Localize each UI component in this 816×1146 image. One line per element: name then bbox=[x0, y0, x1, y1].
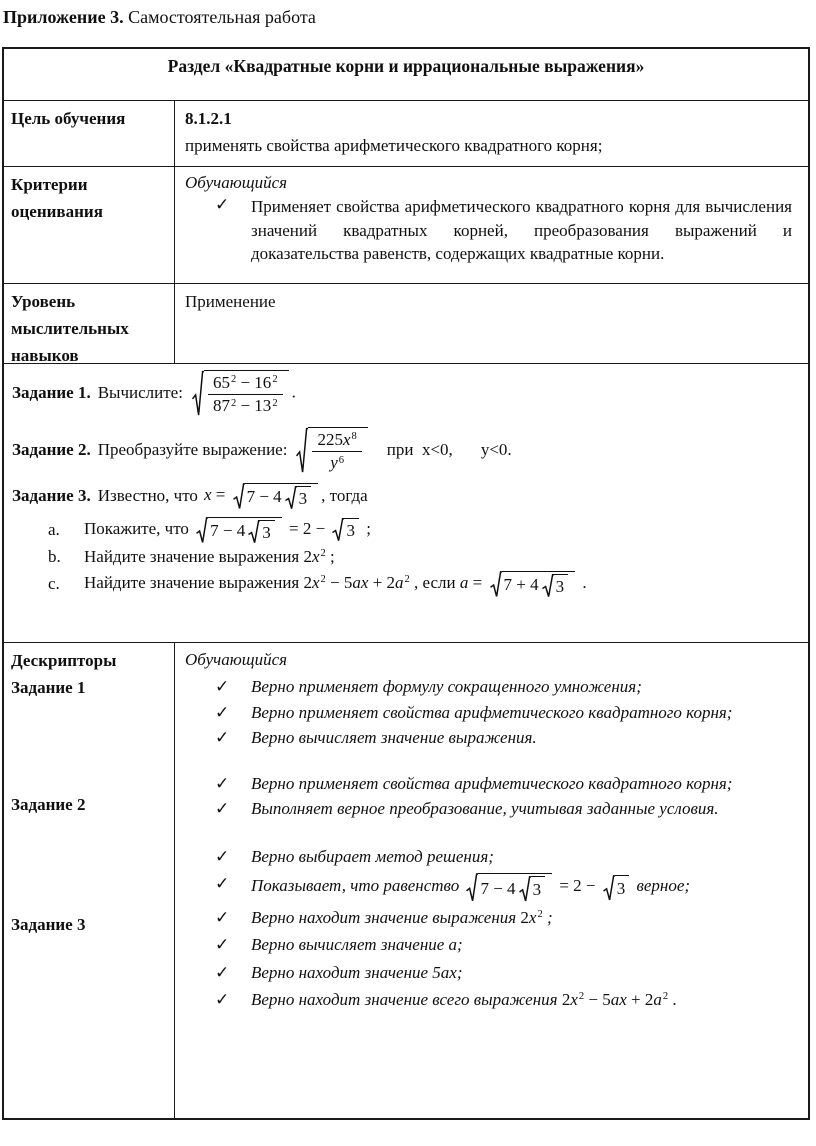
math-italic-text: x bbox=[342, 429, 351, 449]
math-italic-text: Верно вычисляет значение выражения. bbox=[251, 728, 537, 747]
radical-sign-icon bbox=[490, 571, 502, 598]
math-text: − 16 bbox=[236, 373, 272, 392]
thinking-level-label bbox=[4, 284, 175, 363]
math-text: 7 − 4 bbox=[480, 878, 516, 898]
task-2-formula bbox=[293, 426, 370, 475]
math-italic-text: a bbox=[395, 572, 404, 592]
math-text: 65 bbox=[212, 373, 230, 392]
math-text: − 5 bbox=[584, 990, 611, 1009]
title-subtitle: Самостоятельная работа bbox=[123, 7, 316, 27]
radical-sign-icon bbox=[296, 427, 308, 475]
math-text: 7 − 4 bbox=[210, 521, 246, 541]
list-item bbox=[215, 726, 792, 751]
criteria-label bbox=[4, 167, 175, 283]
descriptors-task-1-label: Задание 1 bbox=[11, 678, 86, 697]
fraction-denominator bbox=[312, 451, 361, 474]
sqrt-expression bbox=[296, 427, 367, 475]
descriptors-task-3-label: Задание 3 bbox=[11, 915, 86, 934]
radicand bbox=[208, 517, 282, 544]
task-1-label: Задание 1. bbox=[12, 383, 91, 403]
math-italic-text: верное; bbox=[632, 876, 691, 896]
fraction bbox=[310, 429, 363, 475]
exponent: 2 bbox=[320, 547, 326, 559]
checkmark-icon: ✓ bbox=[215, 907, 230, 927]
math-italic-text: a bbox=[653, 990, 662, 1009]
math-text: Найдите значение выражения 2 bbox=[84, 546, 312, 566]
checkmark-icon: ✓ bbox=[215, 773, 230, 793]
descriptors-row bbox=[4, 643, 808, 1118]
radical-sign-icon bbox=[248, 520, 260, 544]
math-italic-text: Верно применяет формулу сокращенного умножения; bbox=[251, 677, 642, 696]
thinking-level-cell bbox=[175, 284, 808, 363]
math-italic-text: Верно выбирает метод решения; bbox=[251, 846, 494, 866]
math-text: . bbox=[291, 382, 296, 402]
math-text: Найдите значение выражения 2 bbox=[84, 572, 312, 592]
assessment-table bbox=[2, 47, 810, 1120]
descriptor-item bbox=[251, 845, 792, 870]
learning-goal-row bbox=[4, 101, 808, 167]
math-italic-text: Верно находит значение всего выражения bbox=[251, 990, 562, 1009]
criteria-item-text: Применяет свойства арифметического квадратного корня для вычисления значений квадратных корней, преобразования выражений и доказательства равенств, содержащих квадратные корни. bbox=[251, 197, 792, 263]
sqrt-expression bbox=[285, 486, 312, 510]
tasks-row bbox=[4, 364, 808, 643]
learning-goal-cell bbox=[175, 101, 808, 166]
radicand bbox=[204, 370, 289, 418]
fraction-numerator bbox=[208, 372, 283, 394]
checkmark-icon: ✓ bbox=[215, 677, 230, 696]
math-text: 87 bbox=[212, 396, 230, 416]
math-text: = 2 − bbox=[555, 876, 600, 896]
radical-sign-icon bbox=[332, 518, 344, 542]
list-item bbox=[215, 195, 792, 266]
math-text: . bbox=[578, 572, 587, 592]
criteria-cell bbox=[175, 167, 808, 283]
math-italic-text: Верно вычисляет значение a; bbox=[251, 935, 463, 954]
subtask-a-key: a. bbox=[48, 519, 60, 539]
subtask-c bbox=[48, 570, 794, 598]
level-value: Применение bbox=[185, 292, 276, 311]
list-item bbox=[215, 675, 792, 700]
math-text: 2 bbox=[520, 907, 529, 927]
math-italic-text: ax bbox=[610, 990, 627, 1009]
radicand bbox=[245, 483, 319, 510]
task-3-formula bbox=[204, 482, 321, 510]
descriptors-task-2-label: Задание 2 bbox=[11, 795, 86, 814]
math-text: 7 + 4 bbox=[503, 575, 539, 595]
radicand bbox=[297, 486, 312, 510]
page-title bbox=[3, 7, 316, 28]
goal-text: применять свойства арифметического квадратного корня; bbox=[185, 136, 603, 155]
checkmark-icon: ✓ bbox=[215, 874, 230, 893]
radical-sign-icon bbox=[519, 876, 531, 903]
descriptors-label: Дескрипторы bbox=[11, 651, 117, 670]
radicand bbox=[615, 875, 630, 902]
math-text: = bbox=[211, 484, 230, 504]
descriptor-group-task-2 bbox=[185, 772, 792, 822]
math-italic-text: x bbox=[203, 484, 212, 504]
radical-sign-icon bbox=[233, 483, 245, 510]
criteria-label-line2: оценивания bbox=[11, 202, 103, 221]
math-text: = bbox=[468, 572, 487, 592]
descriptor-item bbox=[251, 872, 792, 903]
math-text: Покажите, что bbox=[84, 518, 194, 538]
subtask-c-key: c. bbox=[48, 573, 60, 593]
checkmark-icon: ✓ bbox=[215, 846, 230, 866]
math-italic-text: y bbox=[330, 453, 338, 473]
exponent: 2 bbox=[404, 573, 410, 585]
exponent: 6 bbox=[338, 454, 345, 466]
fraction-denominator bbox=[208, 394, 283, 417]
math-italic-text: ; bbox=[542, 907, 553, 927]
radical-sign-icon bbox=[466, 873, 478, 903]
task-3-prompt: Известно, что bbox=[97, 485, 198, 505]
math-italic-text: a bbox=[459, 572, 469, 592]
math-italic-text: Выполняет верное преобразование, учитывая заданные условия. bbox=[251, 799, 719, 818]
subtask-b-key: b. bbox=[48, 546, 61, 566]
list-item bbox=[215, 845, 792, 870]
math-italic-text: Верно находит значение выражения bbox=[251, 907, 521, 927]
subtask-a bbox=[48, 516, 794, 544]
sqrt-expression bbox=[233, 483, 319, 510]
math-text: 3 bbox=[346, 521, 355, 541]
criteria-row bbox=[4, 167, 808, 284]
descriptors-cell bbox=[175, 643, 808, 1118]
level-label-line3: навыков bbox=[11, 346, 79, 365]
exponent: 2 bbox=[662, 991, 669, 1003]
subtask-c-text bbox=[84, 570, 587, 598]
math-italic-text: x bbox=[311, 546, 320, 566]
math-italic-text: Верно применяет свойства арифметического квадратного корня; bbox=[251, 702, 733, 722]
task-2-condition-y: y<0. bbox=[480, 440, 512, 460]
list-item bbox=[215, 872, 792, 903]
math-text: 3 bbox=[532, 880, 542, 899]
radicand bbox=[554, 574, 569, 598]
task-2-prompt: Преобразуйте выражение: bbox=[97, 440, 288, 460]
math-text: 3 bbox=[298, 488, 308, 508]
task-1-formula bbox=[189, 369, 296, 418]
math-italic-text: x bbox=[570, 990, 578, 1009]
radicand bbox=[478, 873, 552, 903]
descriptor-item bbox=[251, 675, 792, 700]
math-italic-text: ax bbox=[352, 572, 369, 592]
radical-sign-icon bbox=[285, 486, 297, 510]
math-text: 7 − 4 bbox=[246, 487, 282, 507]
exponent: 2 bbox=[230, 397, 237, 409]
task-3-suffix: , тогда bbox=[321, 485, 368, 505]
descriptor-group-task-3 bbox=[185, 845, 792, 1013]
criteria-student-label: Обучающийся bbox=[185, 173, 288, 192]
criteria-list bbox=[185, 195, 792, 266]
exponent: 2 bbox=[578, 991, 585, 1003]
descriptor-item bbox=[251, 961, 792, 986]
descriptor-item bbox=[251, 933, 792, 958]
learning-goal-label: Цель обучения bbox=[4, 101, 175, 166]
radicand bbox=[502, 571, 576, 598]
checkmark-icon: ✓ bbox=[215, 702, 230, 722]
sqrt-expression bbox=[332, 518, 359, 542]
math-text: − 5 bbox=[325, 572, 353, 592]
radicand bbox=[308, 427, 367, 475]
fraction bbox=[206, 372, 285, 418]
descriptor-item bbox=[251, 772, 792, 797]
radical-sign-icon bbox=[542, 574, 554, 598]
list-item bbox=[215, 988, 792, 1013]
checkmark-icon: ✓ bbox=[215, 799, 230, 818]
descriptor-item bbox=[251, 797, 792, 822]
math-text: 225 bbox=[317, 429, 343, 449]
sqrt-expression bbox=[466, 873, 552, 903]
list-item bbox=[215, 933, 792, 958]
math-text: 3 bbox=[262, 522, 271, 542]
math-text: = 2 − bbox=[284, 518, 330, 538]
checkmark-icon: ✓ bbox=[215, 195, 230, 214]
descriptors-student-label: Обучающийся bbox=[185, 650, 288, 669]
exponent: 8 bbox=[351, 431, 357, 443]
checkmark-icon: ✓ bbox=[215, 728, 230, 747]
math-text: 3 bbox=[555, 576, 565, 596]
level-label-line1: Уровень bbox=[11, 292, 76, 311]
math-text: − 13 bbox=[236, 396, 272, 416]
list-item bbox=[215, 961, 792, 986]
task-1 bbox=[12, 369, 794, 418]
tasks-cell bbox=[4, 364, 808, 642]
task-2-condition-x: при x<0, bbox=[386, 440, 453, 460]
radical-sign-icon bbox=[196, 517, 208, 544]
exponent: 2 bbox=[320, 573, 326, 585]
math-text: 3 bbox=[616, 878, 626, 898]
sqrt-expression bbox=[490, 571, 576, 598]
math-italic-text: x bbox=[311, 572, 320, 592]
task-3 bbox=[12, 482, 794, 510]
goal-code: 8.1.2.1 bbox=[185, 109, 232, 128]
descriptors-label-cell bbox=[4, 643, 175, 1118]
math-text: ; bbox=[325, 546, 335, 566]
fraction-numerator bbox=[312, 429, 361, 451]
exponent: 2 bbox=[230, 374, 237, 386]
radicand bbox=[260, 520, 275, 544]
sqrt-expression bbox=[192, 370, 289, 418]
section-header-row bbox=[4, 49, 808, 101]
title-appendix-label: Приложение 3. bbox=[3, 7, 124, 27]
exponent: 2 bbox=[537, 908, 543, 920]
task-2-label: Задание 2. bbox=[12, 440, 91, 460]
math-text: 2 bbox=[561, 990, 571, 1009]
radical-sign-icon bbox=[192, 370, 204, 418]
radicand bbox=[344, 518, 359, 542]
sqrt-expression bbox=[248, 520, 275, 544]
math-italic-text: Показывает, что равенство bbox=[251, 876, 464, 896]
subtask-b bbox=[48, 547, 794, 567]
descriptor-item bbox=[251, 701, 792, 726]
task-2 bbox=[12, 426, 794, 475]
math-italic-text: Верно применяет свойства арифметического квадратного корня; bbox=[251, 773, 733, 793]
checkmark-icon: ✓ bbox=[215, 935, 230, 954]
list-item bbox=[215, 701, 792, 726]
math-italic-text: Верно находит значение 5ax; bbox=[251, 962, 463, 982]
level-label-line2: мыслительных bbox=[11, 319, 129, 338]
math-text: , если bbox=[409, 572, 460, 592]
math-text: . bbox=[668, 990, 677, 1009]
radical-sign-icon bbox=[603, 875, 615, 902]
checkmark-icon: ✓ bbox=[215, 990, 230, 1009]
radicand bbox=[531, 876, 546, 903]
list-item bbox=[215, 772, 792, 797]
list-item bbox=[215, 797, 792, 822]
descriptor-item bbox=[251, 726, 792, 751]
descriptor-group-task-1 bbox=[185, 675, 792, 751]
task-3-label: Задание 3. bbox=[12, 485, 91, 505]
subtask-a-text bbox=[84, 516, 371, 544]
math-text: + 2 bbox=[368, 572, 396, 592]
section-header: Раздел «Квадратные корни и иррациональные выражения» bbox=[167, 56, 645, 76]
subtask-b-text bbox=[84, 547, 335, 567]
math-text: ; bbox=[361, 518, 371, 538]
criteria-label-line1: Критерии bbox=[11, 175, 88, 194]
sqrt-expression bbox=[196, 517, 282, 544]
sqrt-expression bbox=[603, 875, 630, 902]
checkmark-icon: ✓ bbox=[215, 962, 230, 982]
exponent: 2 bbox=[272, 397, 278, 409]
thinking-level-row bbox=[4, 284, 808, 364]
exponent: 2 bbox=[272, 374, 278, 386]
task-3-subtasks bbox=[48, 516, 794, 598]
math-italic-text: x bbox=[528, 907, 537, 927]
descriptor-item bbox=[251, 906, 792, 931]
math-text: + 2 bbox=[626, 990, 654, 1009]
descriptor-item bbox=[251, 988, 792, 1013]
sqrt-expression bbox=[519, 876, 546, 903]
task-1-prompt: Вычислите: bbox=[97, 383, 183, 403]
sqrt-expression bbox=[542, 574, 569, 598]
list-item bbox=[215, 906, 792, 931]
